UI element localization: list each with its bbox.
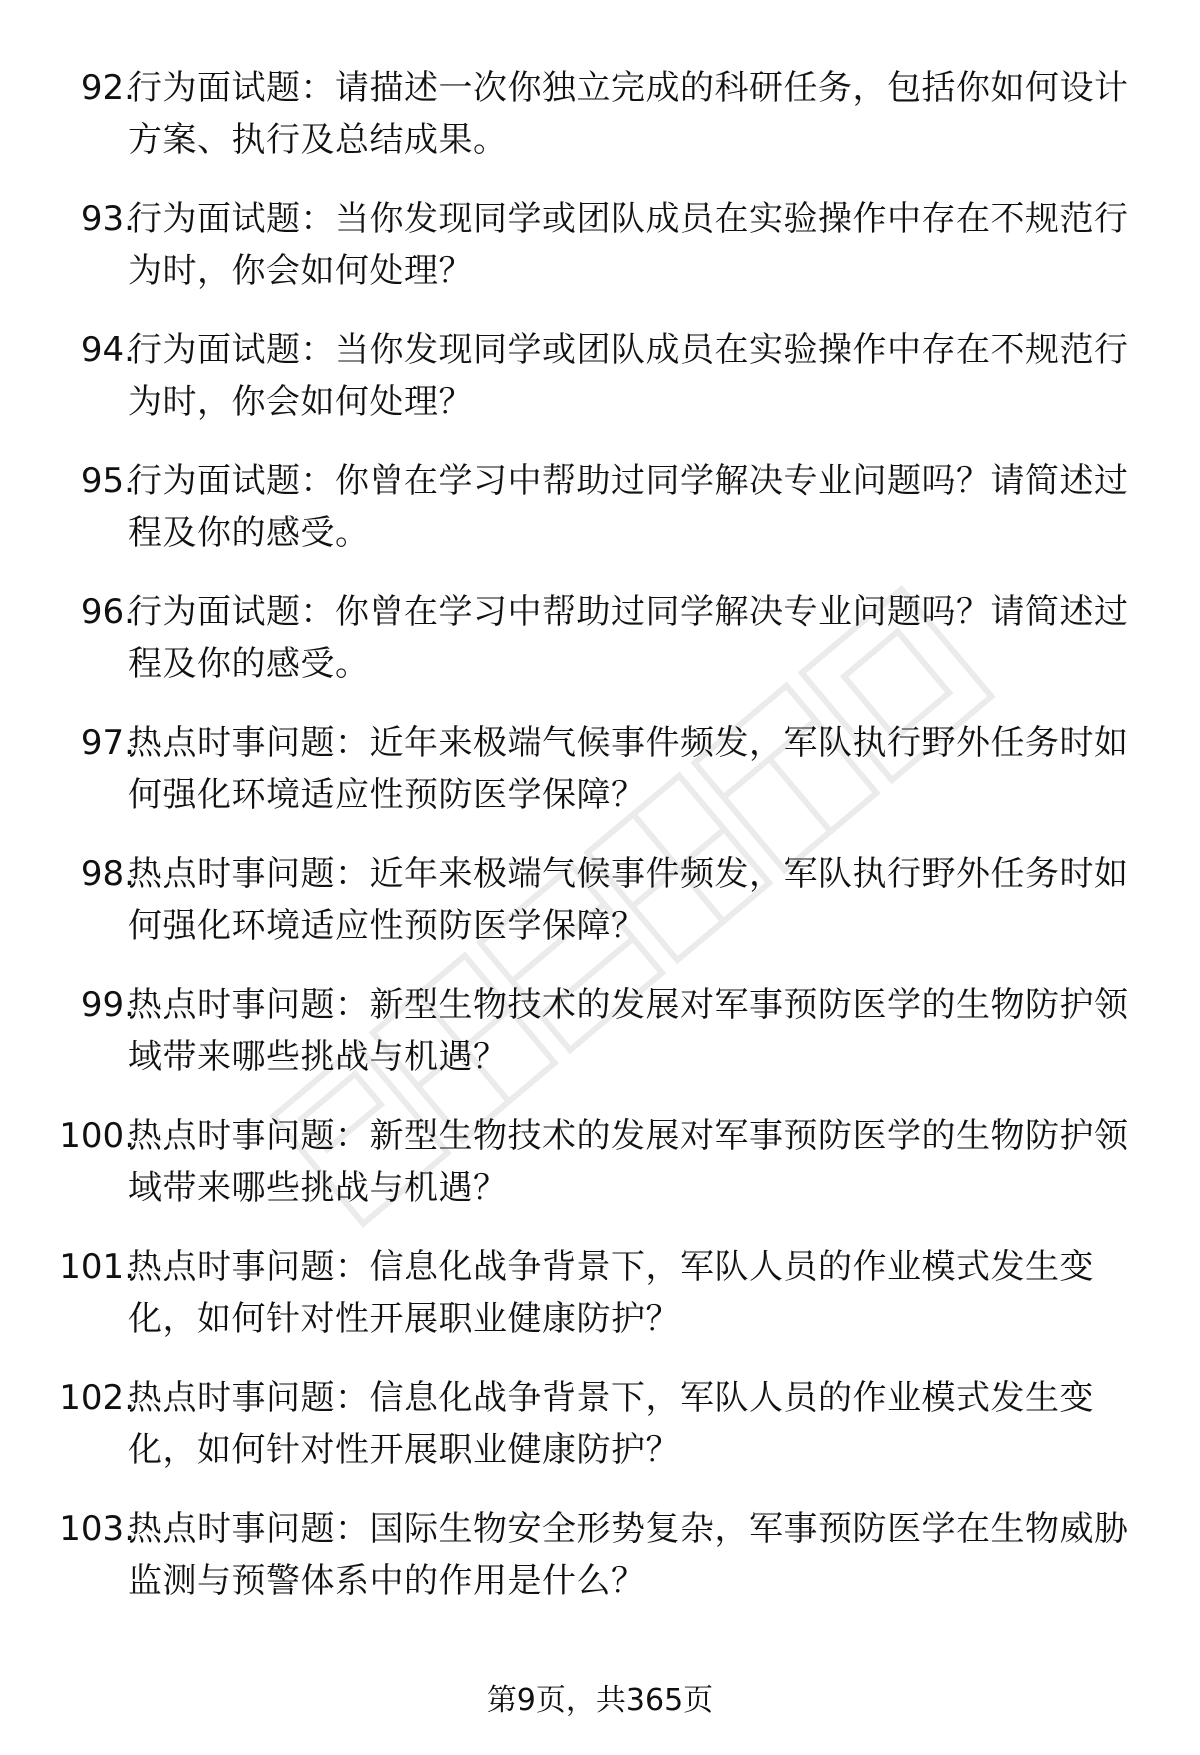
list-item: [0, 324, 1200, 455]
question-number: 98.: [80, 854, 135, 894]
question-text: 热点时事问题：新型生物技术的发展对军事预防医学的生物防护领域带来哪些挑战与机遇？: [128, 1116, 1129, 1208]
list-item: [0, 193, 1200, 324]
question-text: 热点时事问题：近年来极端气候事件频发，军队执行野外任务时如何强化环境适应性预防医学保障？: [128, 723, 1129, 815]
question-text: 行为面试题：请描述一次你独立完成的科研任务，包括你如何设计方案、执行及总结成果。: [128, 68, 1129, 160]
question-text: 热点时事问题：国际生物安全形势复杂，军事预防医学在生物威胁监测与预警体系中的作用是什么？: [128, 1509, 1129, 1601]
question-text: 行为面试题：你曾在学习中帮助过同学解决专业问题吗？请简述过程及你的感受。: [128, 592, 1129, 684]
question-number: 96.: [80, 592, 135, 632]
question-text: 行为面试题：当你发现同学或团队成员在实验操作中存在不规范行为时，你会如何处理？: [128, 330, 1129, 422]
list-item: [0, 979, 1200, 1110]
question-number: 101.: [59, 1247, 135, 1287]
question-number: 99.: [80, 985, 135, 1025]
question-text: 热点时事问题：新型生物技术的发展对军事预防医学的生物防护领域带来哪些挑战与机遇？: [128, 985, 1129, 1077]
list-item: [0, 62, 1200, 193]
question-number: 100.: [59, 1116, 135, 1156]
list-item: [0, 455, 1200, 586]
list-item: [0, 1110, 1200, 1241]
question-text: 热点时事问题：信息化战争背景下，军队人员的作业模式发生变化，如何针对性开展职业健康防护？: [128, 1247, 1094, 1339]
list-item: [0, 1372, 1200, 1503]
question-list: [0, 62, 1200, 1634]
question-text: 热点时事问题：近年来极端气候事件频发，军队执行野外任务时如何强化环境适应性预防医学保障？: [128, 854, 1129, 946]
list-item: [0, 848, 1200, 979]
question-text: 行为面试题：当你发现同学或团队成员在实验操作中存在不规范行为时，你会如何处理？: [128, 199, 1129, 291]
question-number: 103.: [59, 1509, 135, 1549]
list-item: [0, 1241, 1200, 1372]
question-text: 行为面试题：你曾在学习中帮助过同学解决专业问题吗？请简述过程及你的感受。: [128, 461, 1129, 553]
list-item: [0, 1503, 1200, 1634]
list-item: [0, 586, 1200, 717]
question-text: 热点时事问题：信息化战争背景下，军队人员的作业模式发生变化，如何针对性开展职业健康防护？: [128, 1378, 1094, 1470]
list-item: [0, 717, 1200, 848]
question-number: 102.: [59, 1378, 135, 1418]
question-number: 95.: [80, 461, 135, 501]
question-number: 92.: [80, 68, 135, 108]
question-number: 94.: [80, 330, 135, 370]
question-number: 97.: [80, 723, 135, 763]
page-number: 第9页，共365页: [486, 1683, 714, 1718]
question-number: 93.: [80, 199, 135, 239]
